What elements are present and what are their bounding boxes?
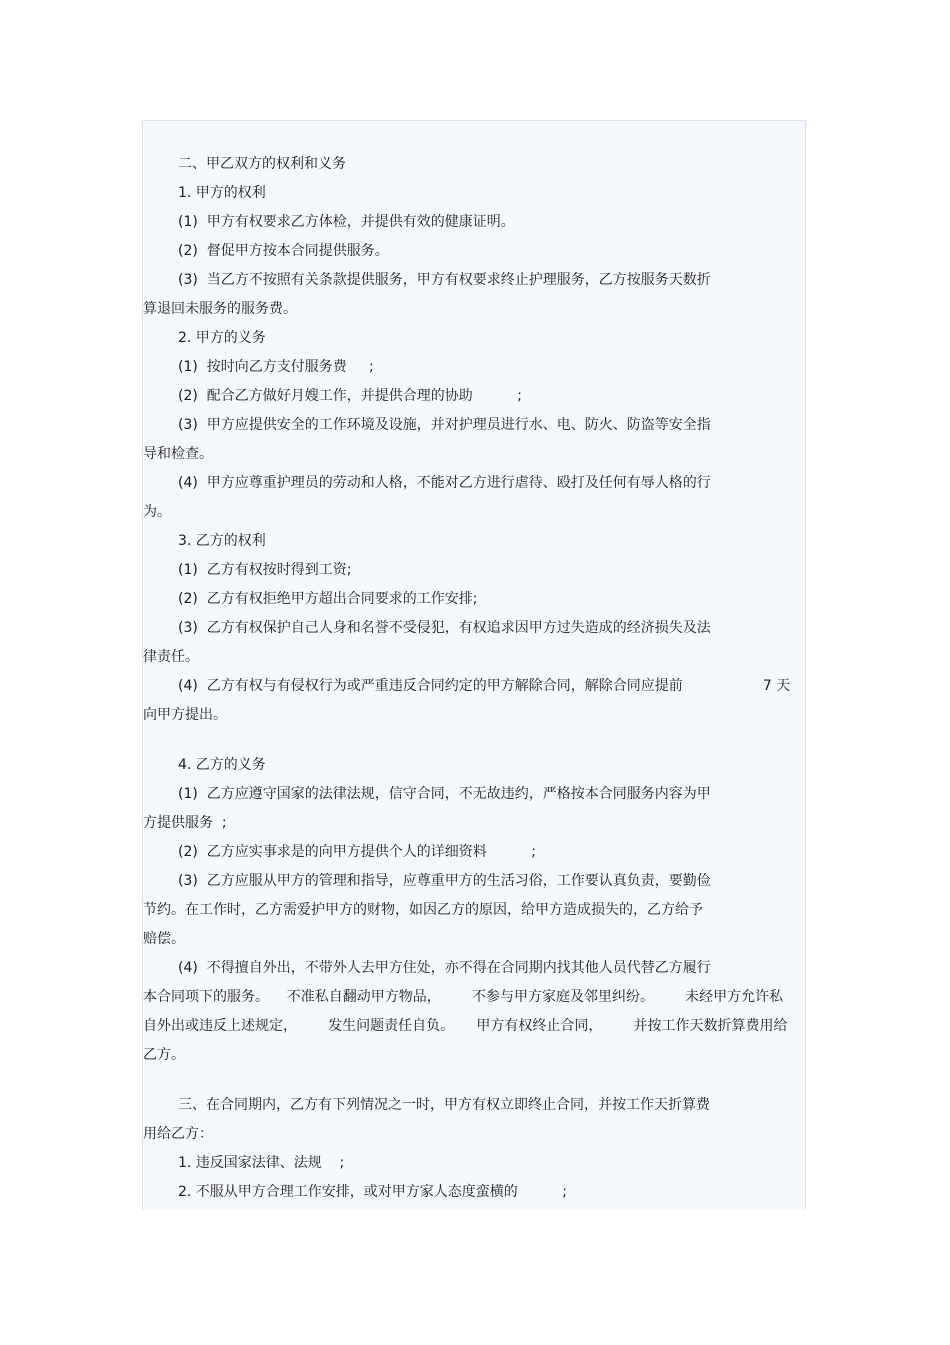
- paragraph-line: 导和检查。: [143, 446, 213, 462]
- subsection-heading: 4. 乙方的义务: [178, 757, 266, 773]
- section-heading: 二、甲乙双方的权利和义务: [178, 156, 346, 172]
- paragraph-line: 算退回未服务的服务费。: [143, 301, 297, 317]
- paragraph-line: 用给乙方：: [143, 1126, 213, 1142]
- paragraph-line: (1) 甲方有权要求乙方体检，并提供有效的健康证明。: [178, 214, 515, 230]
- blank-line: [143, 1070, 805, 1091]
- paragraph-line: 2. 不服从甲方合理工作安排，或对甲方家人态度蛮横的 ;: [178, 1184, 568, 1200]
- paragraph-line: (2) 乙方应实事求是的向甲方提供个人的详细资料 ;: [178, 844, 536, 860]
- paragraph-line: (1) 乙方有权按时得到工资;: [178, 562, 352, 578]
- paragraph-line: (3) 当乙方不按照有关条款提供服务，甲方有权要求终止护理服务，乙方按服务天数折: [178, 272, 711, 288]
- paragraph-line: 乙方。: [143, 1047, 185, 1063]
- paragraph-line: (1) 乙方应遵守国家的法律法规，信守合同，不无故违约，严格按本合同服务内容为甲: [178, 786, 711, 802]
- section-heading: 三、在合同期内，乙方有下列情况之一时，甲方有权立即终止合同，并按工作天折算费: [178, 1097, 710, 1113]
- paragraph-line: (4) 不得擅自外出，不带外人去甲方住处，亦不得在合同期内找其他人员代替乙方履行: [178, 960, 711, 976]
- paragraph-line: 本合同项下的服务。 不准私自翻动甲方物品， 不参与甲方家庭及邻里纠纷。 未经甲方允许私: [143, 989, 784, 1005]
- paragraph-line: 赔偿。: [143, 931, 185, 947]
- subsection-heading: 2. 甲方的义务: [178, 330, 266, 346]
- blank-line: [143, 730, 805, 751]
- paragraph-line: (4) 甲方应尊重护理员的劳动和人格，不能对乙方进行虐待、殴打及任何有辱人格的行: [178, 475, 711, 491]
- contract-text: [143, 150, 805, 1207]
- subsection-heading: 1. 甲方的权利: [178, 185, 266, 201]
- paragraph-line: 自外出或违反上述规定， 发生问题责任自负。 甲方有权终止合同， 并按工作天数折算费用给: [143, 1018, 788, 1034]
- paragraph-line: 向甲方提出。: [143, 707, 227, 723]
- paragraph-line: (2) 督促甲方按本合同提供服务。: [178, 243, 389, 259]
- paragraph-line: (1) 按时向乙方支付服务费 ;: [178, 359, 374, 375]
- paragraph-line: 方提供服务 ;: [143, 815, 227, 831]
- paragraph-line: 节约。在工作时，乙方需爱护甲方的财物，如因乙方的原因，给甲方造成损失的，乙方给予: [143, 902, 703, 918]
- paragraph-line: (2) 配合乙方做好月嫂工作，并提供合理的协助 ;: [178, 388, 522, 404]
- paragraph-line: (4) 乙方有权与有侵权行为或严重违反合同约定的甲方解除合同，解除合同应提前 7 天: [178, 678, 791, 694]
- paragraph-line: (3) 乙方有权保护自己人身和名誉不受侵犯，有权追求因甲方过失造成的经济损失及法: [178, 620, 711, 636]
- paragraph-line: 为。: [143, 504, 171, 520]
- paragraph-line: (3) 乙方应服从甲方的管理和指导，应尊重甲方的生活习俗，工作要认真负责，要勤俭: [178, 873, 711, 889]
- paragraph-line: (2) 乙方有权拒绝甲方超出合同要求的工作安排;: [178, 591, 478, 607]
- paragraph-line: 律责任。: [143, 649, 199, 665]
- paragraph-line: 1. 违反国家法律、法规 ;: [178, 1155, 345, 1171]
- paragraph-line: (3) 甲方应提供安全的工作环境及设施，并对护理员进行水、电、防火、防盗等安全指: [178, 417, 711, 433]
- subsection-heading: 3. 乙方的权利: [178, 533, 266, 549]
